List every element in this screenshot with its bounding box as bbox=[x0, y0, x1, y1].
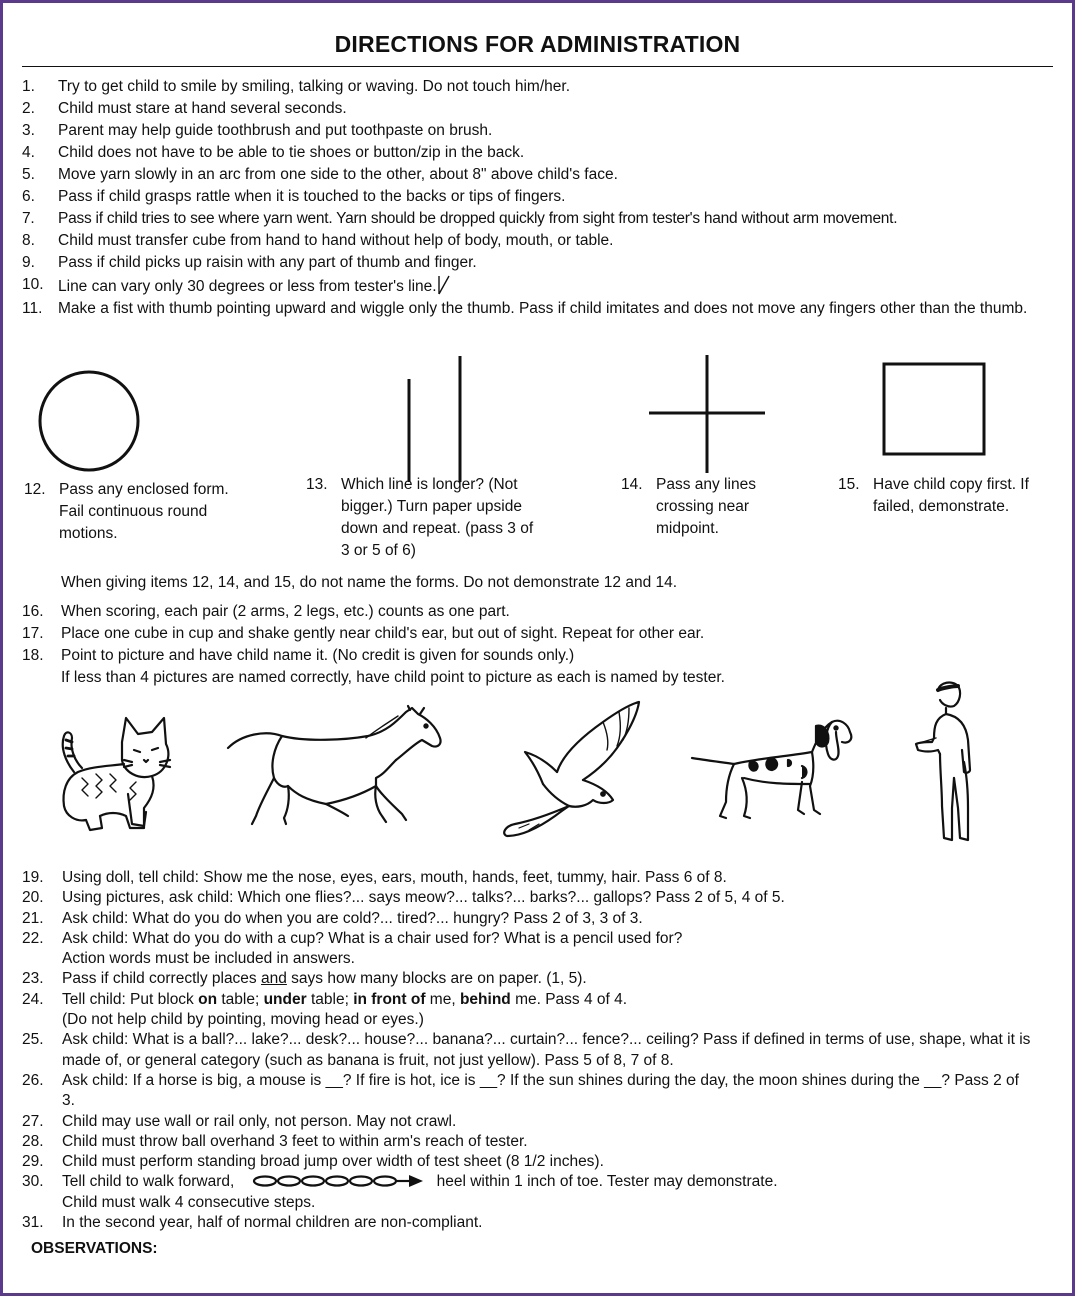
list-item: 7. Pass if child tries to see where yarn went. Yarn should be dropped quickly from sight from tester's hand without arm movement. bbox=[22, 210, 898, 227]
man-icon bbox=[912, 680, 978, 846]
shapes-note: When giving items 12, 14, and 15, do not name the forms. Do not demonstrate 12 and 14. bbox=[61, 574, 678, 591]
list-item: 2. Child must stare at hand several seconds. bbox=[22, 100, 347, 117]
dog-icon bbox=[690, 714, 856, 822]
items-16-18 bbox=[22, 601, 1062, 689]
list-item: 9. Pass if child picks up raisin with any part of thumb and finger. bbox=[22, 254, 477, 271]
two-lines-icon bbox=[400, 354, 470, 484]
list-item: 22. Ask child: What do you do with a cup? What is a chair used for? What is a pencil used for? bbox=[22, 929, 683, 947]
page-title: DIRECTIONS FOR ADMINISTRATION bbox=[334, 31, 741, 57]
list-item: 31. In the second year, half of normal children are non-compliant. bbox=[22, 1214, 483, 1232]
list-item: 1. Try to get child to smile by smiling, talking or waving. Do not touch him/her. bbox=[22, 78, 571, 95]
list-item: 30. Tell child to walk forward, heel within 1 inch of toe. Tester may demonstrate. bbox=[22, 1173, 778, 1191]
list-item: 11. Make a fist with thumb pointing upward and wiggle only the thumb. Pass if child imitates and does not move any fingers other than the thumb. bbox=[22, 300, 1028, 317]
heel-toe-steps-icon bbox=[251, 1173, 427, 1189]
list-item: 19. Using doll, tell child: Show me the nose, eyes, ears, mouth, hands, feet, tummy, hair. Pass 6 of 8. bbox=[22, 869, 727, 886]
cross-icon bbox=[645, 353, 769, 477]
list-item: If less than 4 pictures are named correctly, have child point to picture as each is named by tester. bbox=[61, 669, 725, 686]
list-item: Child must walk 4 consecutive steps. bbox=[62, 1193, 316, 1211]
list-item: 24. Tell child: Put block on table; under table; in front of me, behind me. Pass 4 of 4. bbox=[22, 990, 628, 1008]
list-item: 17. Place one cube in cup and shake gently near child's ear, but out of sight. Repeat for other ear. bbox=[22, 625, 705, 642]
list-item: 28. Child must throw ball overhand 3 feet to within arm's reach of tester. bbox=[22, 1132, 528, 1150]
caption-14: 14. Pass any lines crossing near midpoint. bbox=[621, 476, 756, 537]
list-item: 4. Child does not have to be able to tie shoes or button/zip in the back. bbox=[22, 144, 525, 161]
items-19-31 bbox=[22, 868, 1062, 1233]
list-item: 21. Ask child: What do you do when you are cold?... tired?... hungry? Pass 2 of 3, 3 of 3. bbox=[22, 909, 643, 927]
list-item: 18. Point to picture and have child name it. (No credit is given for sounds only.) bbox=[22, 647, 575, 664]
angle-line-icon bbox=[437, 274, 453, 296]
list-item: 8. Child must transfer cube from hand to hand without help of body, mouth, or table. bbox=[22, 232, 614, 249]
list-item: 26. Ask child: If a horse is big, a mouse is __? If fire is hot, ice is __? If the sun shines during the day, the moon shines during the __? Pass 2 of 3. bbox=[22, 1071, 1019, 1110]
list-item: 20. Using pictures, ask child: Which one flies?... says meow?... talks?... barks?... gallops? Pass 2 of 5, 4 of 5. bbox=[22, 889, 785, 907]
list-item: 5. Move yarn slowly in an arc from one side to the other, about 8" above child's face. bbox=[22, 166, 618, 183]
horse-icon bbox=[226, 704, 448, 828]
list-item: Action words must be included in answers. bbox=[62, 950, 355, 968]
list-item: 25. Ask child: What is a ball?... lake?... desk?... house?... banana?... curtain?... fence?... ceiling? Pass if defined in terms of use, shape, what it is made of, or general category (such as banana is fruit, not just yellow). Pass 5 of 8, 7 of 8. bbox=[22, 1031, 1031, 1069]
list-item: 6. Pass if child grasps rattle when it is touched to the backs or tips of fingers. bbox=[22, 188, 566, 205]
square-icon bbox=[882, 362, 988, 458]
caption-15: 15. Have child copy first. If failed, demonstrate. bbox=[838, 476, 1029, 515]
list-item: 10. Line can vary only 30 degrees or less from tester's line. bbox=[22, 274, 1062, 298]
caption-12: 12. Pass any enclosed form. Fail continuous round motions. bbox=[24, 481, 229, 542]
cat-icon bbox=[52, 712, 178, 834]
circle-icon bbox=[38, 370, 140, 472]
items-1-11 bbox=[22, 76, 1062, 320]
title-rule bbox=[22, 66, 1053, 67]
list-item: 27. Child may use wall or rail only, not person. May not crawl. bbox=[22, 1112, 457, 1130]
list-item: (Do not help child by pointing, moving head or eyes.) bbox=[62, 1011, 424, 1029]
list-item: 29. Child must perform standing broad jump over width of test sheet (8 1/2 inches). bbox=[22, 1153, 604, 1171]
list-item: 16. When scoring, each pair (2 arms, 2 legs, etc.) counts as one part. bbox=[22, 603, 510, 620]
observations-label: OBSERVATIONS: bbox=[31, 1240, 158, 1257]
caption-13: 13. Which line is longer? (Not bigger.) Turn paper upside down and repeat. (pass 3 of 3 or 5 of 6) bbox=[306, 476, 534, 559]
bird-icon bbox=[499, 700, 643, 840]
list-item: 23. Pass if child correctly places and says how many blocks are on paper. (1, 5). bbox=[22, 970, 587, 988]
list-item: 3. Parent may help guide toothbrush and put toothpaste on brush. bbox=[22, 122, 493, 139]
